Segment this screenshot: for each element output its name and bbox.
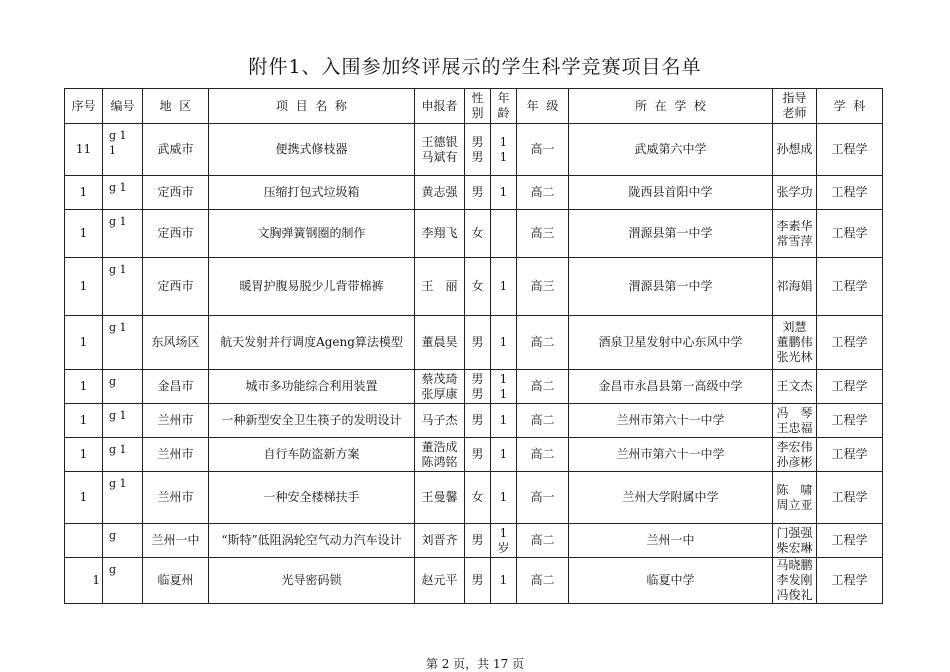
header-grade: 年 级 xyxy=(517,89,569,124)
cell-school: 兰州市第六十一中学 xyxy=(569,404,773,438)
cell-gender: 男 xyxy=(465,558,491,604)
cell-applicant: 李翔飞 xyxy=(415,210,465,258)
table-row xyxy=(65,210,883,258)
table-row xyxy=(65,558,883,604)
cell-seq: 1 xyxy=(65,472,103,524)
cell-subject: 工程学 xyxy=(817,210,883,258)
header-school: 所 在 学 校 xyxy=(569,89,773,124)
cell-code: g 1 xyxy=(103,316,143,370)
cell-age: 1 xyxy=(491,176,517,210)
cell-project: 航天发射并行调度Ageng算法模型 xyxy=(209,316,415,370)
table-row xyxy=(65,524,883,558)
cell-project: 自行车防盗新方案 xyxy=(209,438,415,472)
cell-seq: 1 xyxy=(65,558,103,604)
cell-seq: 1 xyxy=(65,316,103,370)
cell-advisor: 马晓鹏 李发刚 冯俊礼 xyxy=(773,558,817,604)
cell-project: “斯特”低阻涡轮空气动力汽车设计 xyxy=(209,524,415,558)
header-advisor: 指导老师 xyxy=(773,89,817,124)
cell-subject: 工程学 xyxy=(817,370,883,404)
cell-grade: 高二 xyxy=(517,438,569,472)
cell-subject: 工程学 xyxy=(817,558,883,604)
roster-body xyxy=(65,124,883,604)
cell-grade: 高三 xyxy=(517,258,569,316)
cell-subject: 工程学 xyxy=(817,438,883,472)
cell-advisor: 祁海娟 xyxy=(773,258,817,316)
cell-school: 渭源县第一中学 xyxy=(569,258,773,316)
cell-school: 兰州大学附属中学 xyxy=(569,472,773,524)
cell-grade: 高二 xyxy=(517,316,569,370)
cell-school: 兰州市第六十一中学 xyxy=(569,438,773,472)
cell-gender: 男 xyxy=(465,316,491,370)
table-row xyxy=(65,258,883,316)
cell-region: 临夏州 xyxy=(143,558,209,604)
cell-project: 一种安全楼梯扶手 xyxy=(209,472,415,524)
header-region: 地 区 xyxy=(143,89,209,124)
cell-subject: 工程学 xyxy=(817,472,883,524)
cell-gender: 男 xyxy=(465,404,491,438)
cell-region: 兰州市 xyxy=(143,472,209,524)
cell-grade: 高二 xyxy=(517,558,569,604)
cell-advisor: 李素华 常雪萍 xyxy=(773,210,817,258)
cell-subject: 工程学 xyxy=(817,176,883,210)
header-applicant: 申报者 xyxy=(415,89,465,124)
header-age: 年龄 xyxy=(491,89,517,124)
cell-applicant: 董浩成 陈鸿铭 xyxy=(415,438,465,472)
cell-applicant: 董晨昊 xyxy=(415,316,465,370)
cell-subject: 工程学 xyxy=(817,524,883,558)
cell-school: 陇西县首阳中学 xyxy=(569,176,773,210)
cell-project: 压缩打包式垃圾箱 xyxy=(209,176,415,210)
cell-applicant: 王 丽 xyxy=(415,258,465,316)
cell-code: g 1 xyxy=(103,404,143,438)
cell-gender: 男 xyxy=(465,438,491,472)
header-row xyxy=(65,89,883,124)
cell-project: 便携式修枝器 xyxy=(209,124,415,176)
table-row xyxy=(65,438,883,472)
cell-subject: 工程学 xyxy=(817,316,883,370)
cell-grade: 高二 xyxy=(517,176,569,210)
table-row xyxy=(65,124,883,176)
cell-seq: 1 xyxy=(65,210,103,258)
cell-region: 定西市 xyxy=(143,258,209,316)
cell-subject: 工程学 xyxy=(817,124,883,176)
cell-school: 金昌市永昌县第一高级中学 xyxy=(569,370,773,404)
cell-code: g 1 xyxy=(103,176,143,210)
header-gender: 性别 xyxy=(465,89,491,124)
cell-code: g xyxy=(103,524,143,558)
cell-seq xyxy=(65,524,103,558)
cell-applicant: 赵元平 xyxy=(415,558,465,604)
cell-project: 一种新型安全卫生筷子的发明设计 xyxy=(209,404,415,438)
cell-applicant: 王德银 马斌有 xyxy=(415,124,465,176)
cell-applicant: 蔡茂琦 张厚康 xyxy=(415,370,465,404)
cell-advisor: 门强强 柴宏琳 xyxy=(773,524,817,558)
cell-code: g 1 xyxy=(103,472,143,524)
cell-gender: 男 xyxy=(465,176,491,210)
cell-school: 渭源县第一中学 xyxy=(569,210,773,258)
cell-project: 光导密码锁 xyxy=(209,558,415,604)
cell-grade: 高二 xyxy=(517,370,569,404)
cell-applicant: 黄志强 xyxy=(415,176,465,210)
cell-advisor: 李宏伟 孙彦彬 xyxy=(773,438,817,472)
cell-seq: 1 xyxy=(65,404,103,438)
cell-code: g 1 xyxy=(103,258,143,316)
cell-subject: 工程学 xyxy=(817,404,883,438)
table-row xyxy=(65,472,883,524)
cell-advisor: 刘慧 董鹏伟 张光林 xyxy=(773,316,817,370)
cell-region: 东风场区 xyxy=(143,316,209,370)
cell-seq: 1 xyxy=(65,258,103,316)
cell-school: 临夏中学 xyxy=(569,558,773,604)
cell-code: g 1 xyxy=(103,438,143,472)
cell-grade: 高一 xyxy=(517,472,569,524)
cell-grade: 高二 xyxy=(517,524,569,558)
cell-gender: 男 男 xyxy=(465,124,491,176)
cell-project: 文胸弹簧钢圈的制作 xyxy=(209,210,415,258)
cell-advisor: 张学功 xyxy=(773,176,817,210)
table-row xyxy=(65,316,883,370)
cell-seq: 1 xyxy=(65,176,103,210)
cell-region: 兰州一中 xyxy=(143,524,209,558)
cell-seq: 1 xyxy=(65,438,103,472)
cell-advisor: 陈 啸 周立亚 xyxy=(773,472,817,524)
cell-advisor: 孙想成 xyxy=(773,124,817,176)
table-row xyxy=(65,404,883,438)
document-title: 附件1、入围参加终评展示的学生科学竞赛项目名单 xyxy=(248,56,702,78)
cell-applicant: 马子杰 xyxy=(415,404,465,438)
header-code: 编号 xyxy=(103,89,143,124)
cell-gender: 男 xyxy=(465,524,491,558)
cell-grade: 高一 xyxy=(517,124,569,176)
cell-age: 1 xyxy=(491,438,517,472)
cell-age: 1 xyxy=(491,316,517,370)
cell-region: 金昌市 xyxy=(143,370,209,404)
cell-seq: 11 xyxy=(65,124,103,176)
cell-code: g xyxy=(103,558,143,604)
header-seq: 序号 xyxy=(65,89,103,124)
cell-grade: 高二 xyxy=(517,404,569,438)
cell-gender: 女 xyxy=(465,258,491,316)
cell-region: 武威市 xyxy=(143,124,209,176)
header-subject: 学 科 xyxy=(817,89,883,124)
cell-age: 1 xyxy=(491,258,517,316)
cell-applicant: 王曼馨 xyxy=(415,472,465,524)
cell-advisor: 冯 琴 王忠福 xyxy=(773,404,817,438)
cell-gender: 女 xyxy=(465,210,491,258)
cell-code: g 1 1 xyxy=(103,124,143,176)
cell-age: 1 xyxy=(491,472,517,524)
cell-project: 暖胃护腹易脱少儿背带棉裤 xyxy=(209,258,415,316)
cell-age: 1 1 xyxy=(491,370,517,404)
page-footer: 第 2 页，共 17 页 xyxy=(425,657,525,671)
cell-school: 酒泉卫星发射中心东风中学 xyxy=(569,316,773,370)
cell-region: 定西市 xyxy=(143,210,209,258)
table-row xyxy=(65,370,883,404)
cell-region: 定西市 xyxy=(143,176,209,210)
cell-advisor: 王文杰 xyxy=(773,370,817,404)
cell-school: 武威第六中学 xyxy=(569,124,773,176)
header-project: 项 目 名 称 xyxy=(209,89,415,124)
cell-school: 兰州一中 xyxy=(569,524,773,558)
cell-code: g xyxy=(103,370,143,404)
cell-region: 兰州市 xyxy=(143,404,209,438)
cell-region: 兰州市 xyxy=(143,438,209,472)
cell-age: 1 1 xyxy=(491,124,517,176)
project-roster-table xyxy=(64,88,883,604)
cell-age: 1 xyxy=(491,558,517,604)
cell-age xyxy=(491,210,517,258)
cell-age: 1 岁 xyxy=(491,524,517,558)
cell-grade: 高三 xyxy=(517,210,569,258)
cell-subject: 工程学 xyxy=(817,258,883,316)
cell-gender: 女 xyxy=(465,472,491,524)
table-row xyxy=(65,176,883,210)
cell-seq: 1 xyxy=(65,370,103,404)
cell-code: g 1 xyxy=(103,210,143,258)
cell-project: 城市多功能综合利用装置 xyxy=(209,370,415,404)
cell-gender: 男 男 xyxy=(465,370,491,404)
cell-applicant: 刘晋齐 xyxy=(415,524,465,558)
cell-age: 1 xyxy=(491,404,517,438)
